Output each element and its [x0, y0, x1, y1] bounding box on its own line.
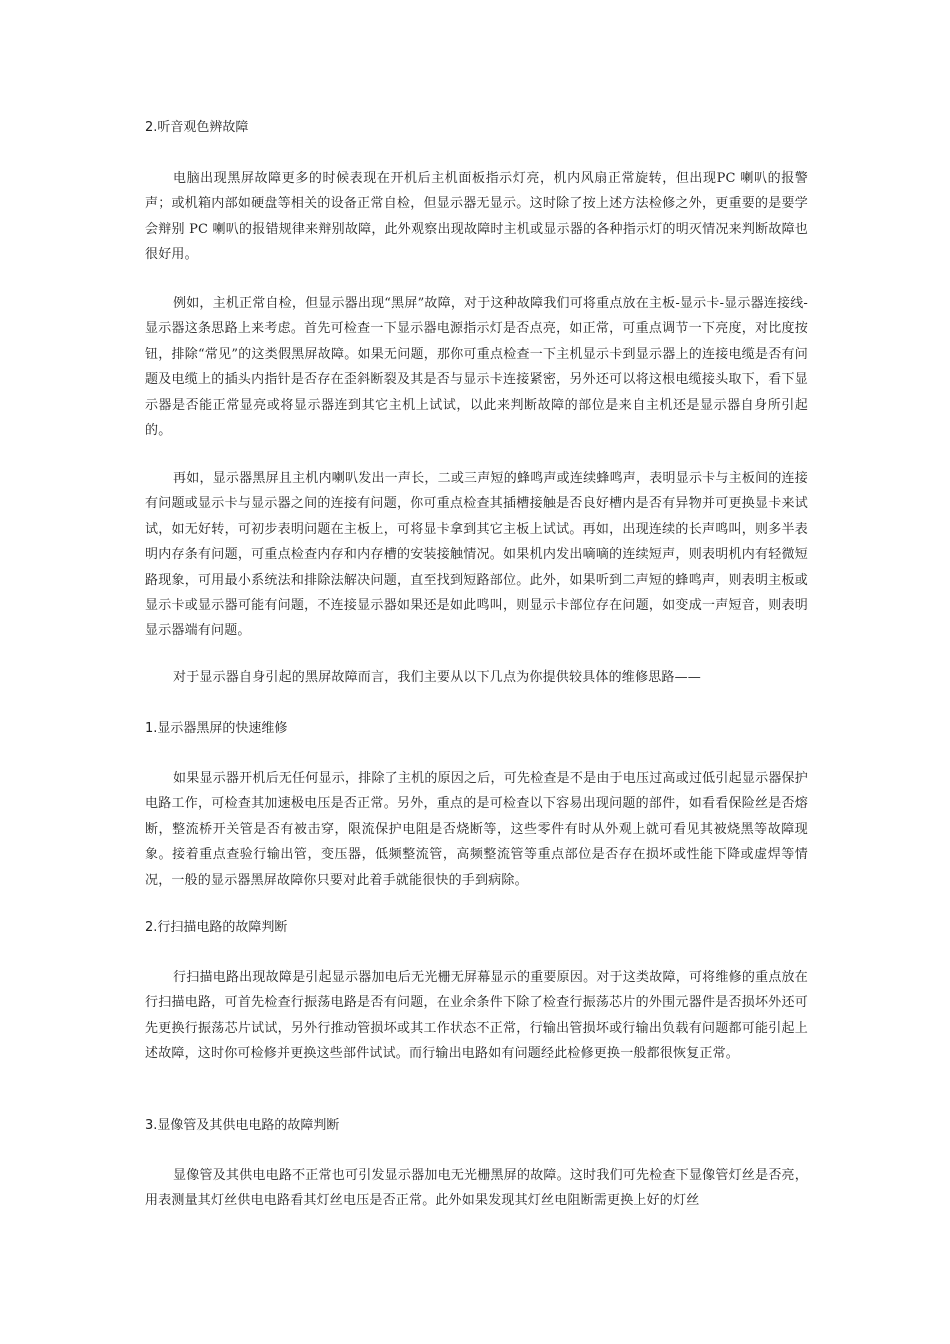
document-page — [145, 0, 808, 1344]
paragraph-quick-repair: 如果显示器开机后无任何显示，排除了主机的原因之后，可先检查是不是由于电压过高或过低引起显示器保护电路工作，可检查其加速极电压是否正常。另外，重点的是可检查以下容易出现问题的部件，如看看保险丝是否熔断，整流桥开关管是否有被击穿，限流保护电阻是否烧断等，这些零件有时从外观上就可看见其被烧黑等故障现象。接着重点查验行输出管，变压器，低频整流管，高频整流管等重点部位是否存在损坏或性能下降或虚焊等情况，一般的显示器黑屏故障你只要对此着手就能很快的手到病除。 — [145, 771, 808, 888]
section-heading-quick-repair: 1.显示器黑屏的快速维修 — [145, 721, 288, 736]
paragraph-example-main-board: 例如，主机正常自检，但显示器出现“黑屏”故障，对于这种故障我们可将重点放在主板-显示卡-显示器连接线-显示器这条思路上来考虑。首先可检查一下显示器电源指示灯是否点亮，如正常，可重点调节一下亮度，对比度按钮，排除“常见”的这类假黑屏故障。如果无问题，那你可重点检查一下主机显示卡到显示器上的连接电缆是否有问题及电缆上的插头内指针是否存在歪斜断裂及其是否与显示卡连接紧密，另外还可以将这根电缆接头取下，看下显示器是否能正常显亮或将显示器连到其它主机上试试，以此来判断故障的部位是来自主机还是显示器自身所引起的。 — [145, 296, 808, 439]
section-heading-crt-supply: 3.显像管及其供电电路的故障判断 — [145, 1118, 340, 1133]
paragraph-beep-patterns: 再如，显示器黑屏且主机内喇叭发出一声长，二或三声短的蜂鸣声或连续蜂鸣声，表明显示卡与主板间的连接有问题或显示卡与显示器之间的连接有问题，你可重点检查其插槽接触是否良好槽内是否有异物并可更换显卡来试试，如无好转，可初步表明问题在主板上，可将显卡拿到其它主板上试试。再如，出现连续的长声鸣叫，则多半表明内存条有问题，可重点检查内存和内存槽的安装接触情况。如果机内发出嘀嘀的连续短声，则表明机内有轻微短路现象，可用最小系统法和排除法解决问题，直至找到短路部位。此外，如果听到二声短的蜂鸣声，则表明主板或显示卡或显示器可能有问题，不连接显示器如果还是如此鸣叫，则显示卡部位存在问题，如变成一声短音，则表明显示器端有问题。 — [145, 471, 808, 639]
paragraph-line-scan: 行扫描电路出现故障是引起显示器加电后无光栅无屏幕显示的重要原因。对于这类故障，可将维修的重点放在行扫描电路，可首先检查行振荡电路是否有问题，在业余条件下除了检查行振荡芯片的外围元器件是否损坏外还可先更换行振荡芯片试试，另外行推动管损坏或其工作状态不正常，行输出管损坏或行输出负载有问题都可能引起上述故障，这时你可检修并更换这些部件试试。而行输出电路如有问题经此检修更换一般都很恢复正常。 — [145, 970, 808, 1062]
paragraph-beep-overview: 电脑出现黑屏故障更多的时候表现在开机后主机面板指示灯亮，机内风扇正常旋转，但出现PC 喇叭的报警声；或机箱内部如硬盘等相关的设备正常自检，但显示器无显示。这时除了按上述方法检修之外，更重要的是要学会辩别 PC 喇叭的报错规律来辩别故障，此外观察出现故障时主机或显示器的各种指示灯的明灭情况来判断故障也很好用。 — [145, 171, 808, 263]
section-heading-listen: 2.听音观色辨故障 — [145, 120, 249, 135]
paragraph-crt-supply: 显像管及其供电电路不正常也可引发显示器加电无光栅黑屏的故障。这时我们可先检查下显像管灯丝是否亮，用表测量其灯丝供电电路看其灯丝电压是否正常。此外如果发现其灯丝电阻断需更换上好的灯丝 — [145, 1168, 808, 1209]
section-heading-line-scan: 2.行扫描电路的故障判断 — [145, 920, 288, 935]
paragraph-monitor-intro: 对于显示器自身引起的黑屏故障而言，我们主要从以下几点为你提供较具体的维修思路—— — [173, 670, 702, 685]
